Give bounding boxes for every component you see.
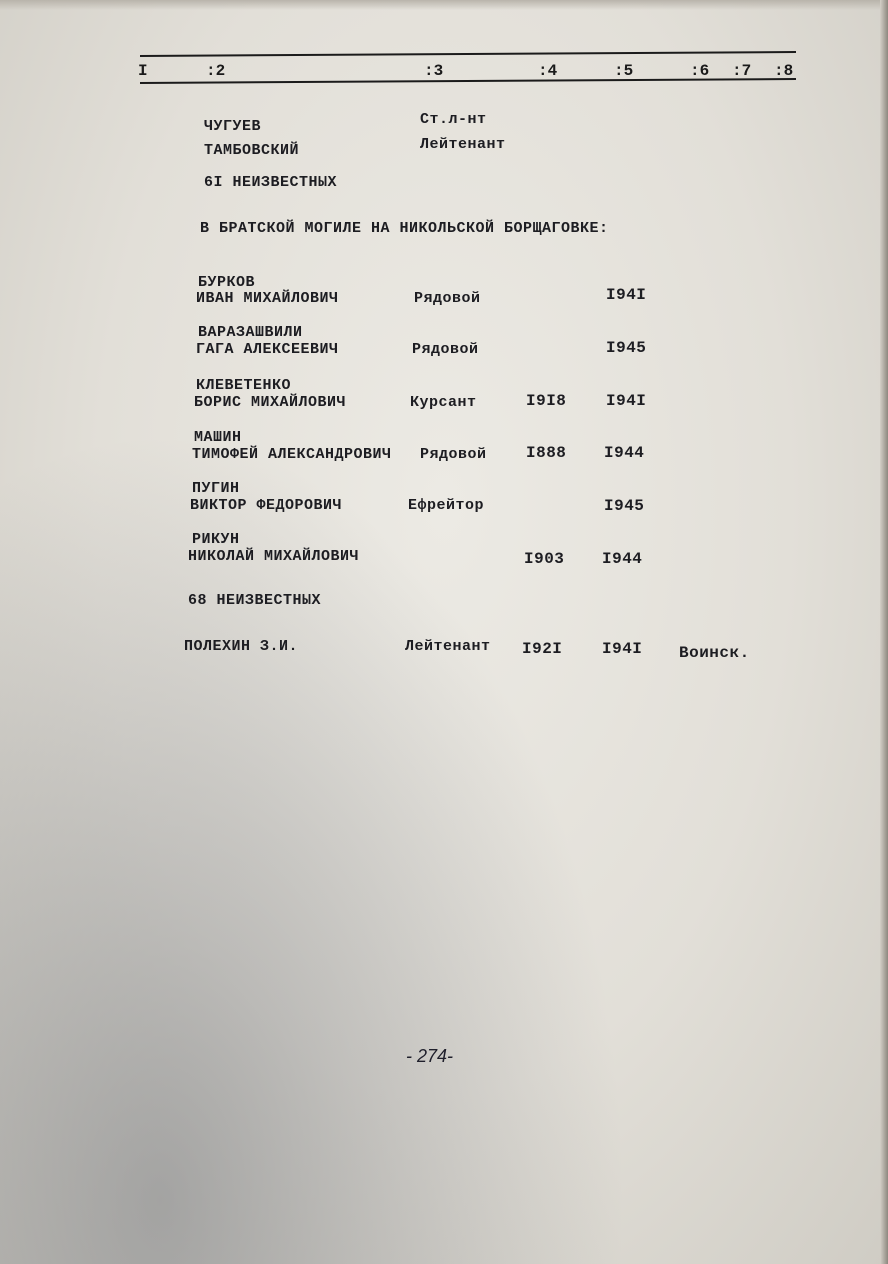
person-rank: Рядовой [412, 341, 479, 358]
page-number: - 274- [406, 1046, 454, 1066]
page-edge-right [880, 0, 888, 1264]
person-name: ЧУГУЕВ [204, 118, 262, 135]
person-death-year: I945 [604, 497, 645, 515]
column-header-1: I [138, 62, 148, 80]
person-given-name: НИКОЛАЙ МИХАЙЛОВИЧ [188, 548, 360, 565]
person-surname: ПУГИН [192, 480, 240, 497]
person-surname: МАШИН [194, 429, 242, 446]
person-place: Воинск. [679, 644, 750, 662]
person-rank: Лейтенант [420, 136, 506, 153]
person-given-name: ГАГА АЛЕКСЕЕВИЧ [196, 341, 339, 358]
person-death-year: I94I [606, 392, 647, 410]
person-death-year: I944 [604, 444, 645, 462]
person-rank: Ефрейтор [408, 497, 485, 514]
unknown-count: 68 НЕИЗВЕСТНЫХ [188, 592, 322, 609]
person-death-year: I945 [606, 339, 647, 357]
person-name: ТАМБОВСКИЙ [204, 142, 300, 159]
person-rank: Рядовой [420, 446, 487, 463]
page-shadow-top [0, 0, 888, 10]
person-rank: Лейтенант [405, 638, 491, 655]
column-header-2: :2 [206, 62, 226, 80]
person-death-year: I944 [602, 550, 643, 568]
column-header-8: :8 [774, 62, 794, 80]
person-birth-year: I888 [526, 444, 567, 462]
person-given-name: ВИКТОР ФЕДОРОВИЧ [190, 497, 343, 514]
person-surname: БУРКОВ [198, 274, 256, 291]
person-surname: КЛЕВЕТЕНКО [196, 377, 292, 394]
column-header-3: :3 [424, 62, 444, 80]
column-header-6: :6 [690, 62, 710, 80]
person-surname: РИКУН [192, 531, 240, 548]
person-birth-year: I903 [524, 550, 565, 568]
section-heading: В БРАТСКОЙ МОГИЛЕ НА НИКОЛЬСКОЙ БОРЩАГОВКЕ: [200, 220, 609, 237]
unknown-count: 6I НЕИЗВЕСТНЫХ [204, 174, 338, 191]
person-surname: ВАРАЗАШВИЛИ [198, 324, 303, 341]
header-rule-top [140, 51, 796, 57]
person-name: ПОЛЕХИН З.И. [184, 638, 299, 655]
person-birth-year: I9I8 [526, 392, 567, 410]
person-rank: Курсант [410, 394, 477, 411]
person-death-year: I94I [602, 640, 643, 658]
person-birth-year: I92I [522, 640, 563, 658]
column-header-5: :5 [614, 62, 634, 80]
person-rank: Рядовой [414, 290, 481, 307]
column-header-7: :7 [732, 62, 752, 80]
person-given-name: ТИМОФЕЙ АЛЕКСАНДРОВИЧ [192, 446, 392, 463]
column-header-4: :4 [538, 62, 558, 80]
person-given-name: БОРИС МИХАЙЛОВИЧ [194, 394, 347, 411]
person-rank: Ст.л-нт [420, 111, 487, 128]
person-death-year: I94I [606, 286, 647, 304]
person-given-name: ИВАН МИХАЙЛОВИЧ [196, 290, 339, 307]
